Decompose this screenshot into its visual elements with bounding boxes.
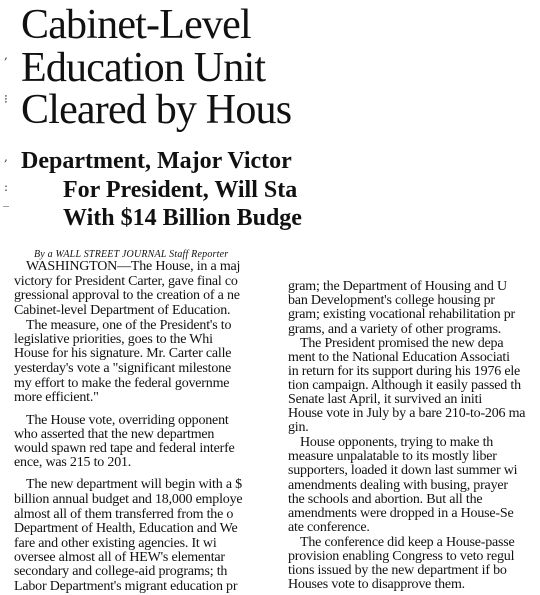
deck-line-1: Department, Major Victor <box>21 148 292 174</box>
article-line: legislative priorities, goes to the Whi <box>14 332 213 347</box>
article-line: provision enabling Congress to veto regul <box>288 549 515 564</box>
article-line: amendments dealing with busing, prayer <box>288 478 508 493</box>
article-line: ate conference. <box>288 520 370 535</box>
article-line: The measure, one of the President's to <box>26 318 232 333</box>
article-line: ment to the National Education Associati <box>288 350 510 365</box>
article-line: House vote in July by a bare 210-to-206 ma <box>288 406 526 421</box>
article-line: almost all of them transferred from the o <box>14 507 234 522</box>
scan-mark: : <box>4 180 9 194</box>
deck-line-3: With $14 Billion Budge <box>63 205 302 231</box>
article-line: Houses vote to disapprove them. <box>288 577 465 592</box>
article-column-left <box>14 0 277 595</box>
article-line: tion campaign. Although it easily passed th <box>288 378 521 393</box>
article-line: Cabinet-level Department of Education. <box>14 303 231 318</box>
article-line: Senate last April, it survived an initi <box>288 392 483 407</box>
article-line: Labor Department's migrant education pr <box>14 579 238 594</box>
article-line: gressional approval to the creation of a ne <box>14 288 240 303</box>
headline-line-1: Cabinet-Level <box>21 2 251 48</box>
article-line: in return for its support during his 1976 ele <box>288 364 521 379</box>
article-line: gin. <box>288 420 309 435</box>
article-line: gram; existing vocational rehabilitation pr <box>288 307 516 322</box>
scan-mark: , <box>4 48 8 62</box>
article-line: supporters, loaded it down last summer wi <box>288 463 518 478</box>
article-line: The conference did keep a House-passe <box>300 535 515 550</box>
article-line: WASHINGTON—The House, in a maj <box>26 259 241 274</box>
article-line: fare and other existing agencies. It wi <box>14 536 217 551</box>
article-line: victory for President Carter, gave final co <box>14 274 238 289</box>
article-line: my effort to make the federal governme <box>14 376 230 391</box>
article-column-right <box>288 0 540 595</box>
headline-line-3: Cleared by Hous <box>21 87 292 133</box>
deck-line-2: For President, Will Sta <box>63 177 298 203</box>
article-line: amendments were dropped in a House-Se <box>288 506 514 521</box>
article-line: ban Development's college housing pr <box>288 293 495 308</box>
article-line: would spawn red tape and federal interfe <box>14 441 235 456</box>
article-line: Department of Health, Education and We <box>14 521 238 536</box>
article-line: grams, and a variety of other programs. <box>288 322 502 337</box>
scan-mark: ⁝ <box>4 92 8 106</box>
article-line: The President promised the new depa <box>300 336 504 351</box>
scan-mark: , <box>4 150 8 164</box>
byline: By a WALL STREET JOURNAL Staff Reporter <box>34 249 229 260</box>
article-line: The House vote, overriding opponent <box>26 413 229 428</box>
scan-mark: ‾ <box>3 204 9 218</box>
article-line: House for his signature. Mr. Carter calle <box>14 346 232 361</box>
article-line: oversee almost all of HEW's elementar <box>14 550 225 565</box>
article-line: House opponents, trying to make th <box>300 435 494 450</box>
article-line: measure unpalatable to its mostly liber <box>288 449 497 464</box>
article-line: yesterday's vote a "significant milestone <box>14 361 231 376</box>
article-line: billion annual budget and 18,000 employe <box>14 492 243 507</box>
article-line: more efficient." <box>14 390 99 405</box>
article-line: The new department will begin with a $ <box>26 477 242 492</box>
headline-line-2: Education Unit <box>21 45 266 91</box>
article-line: tions issued by the new department if bo <box>288 563 507 578</box>
article-line: gram; the Department of Housing and U <box>288 279 507 294</box>
article-line: ence, was 215 to 201. <box>14 455 132 470</box>
article-line: secondary and college-aid programs; th <box>14 564 228 579</box>
article-line: the schools and abortion. But all the <box>288 492 483 507</box>
article-line: who asserted that the new departmen <box>14 427 215 442</box>
